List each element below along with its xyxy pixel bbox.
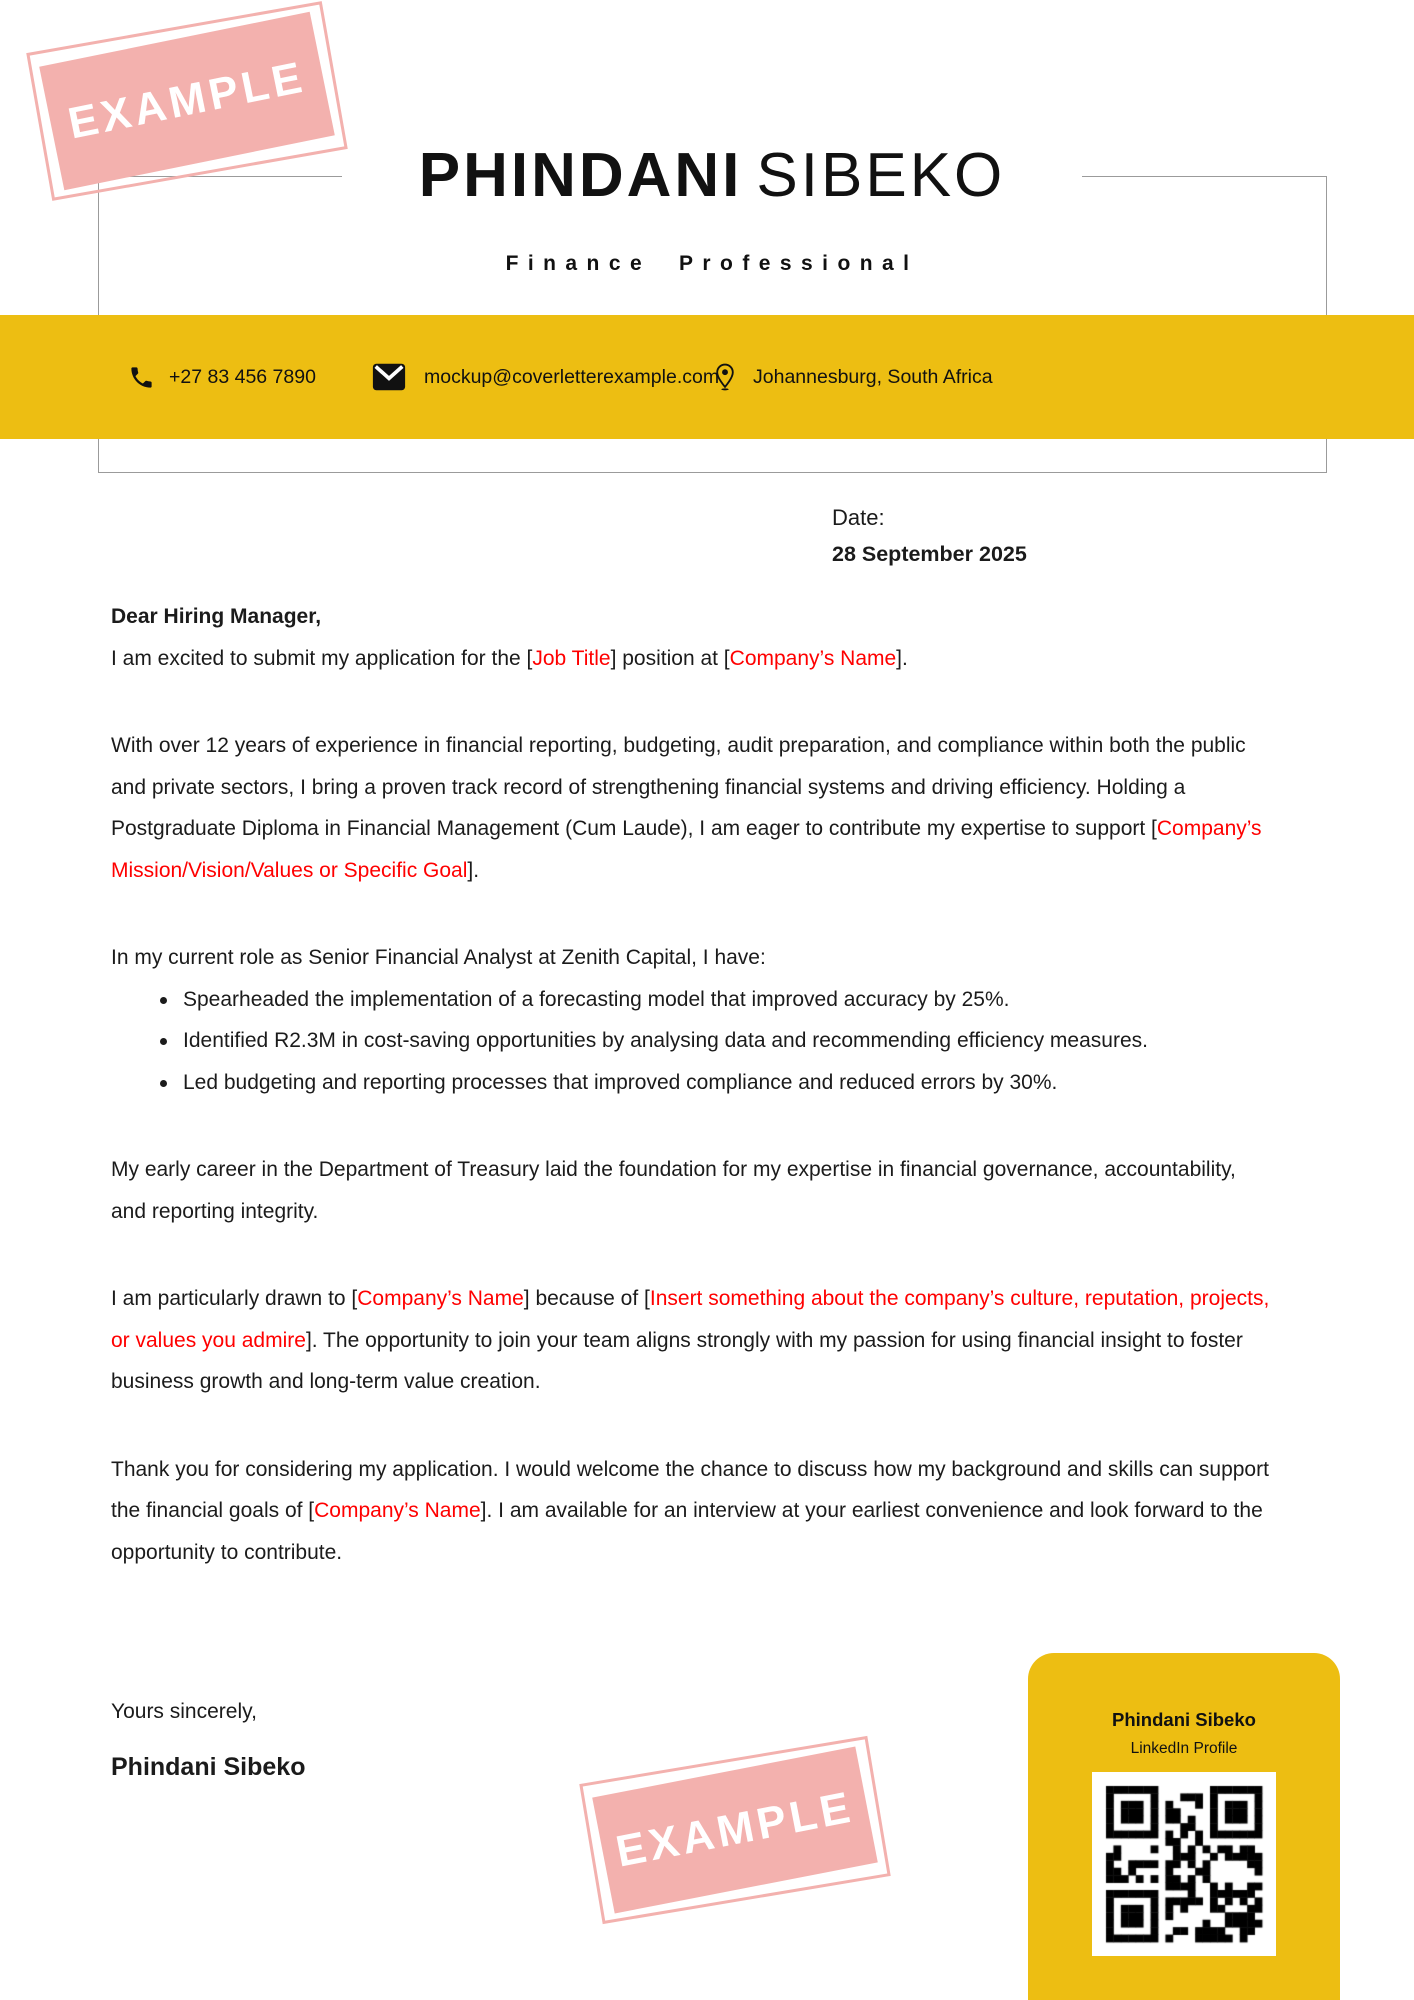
list-item: Identified R2.3M in cost-saving opportunities by analysing data and recommending efficiency measures. <box>111 1020 1271 1062</box>
paragraph-early-career: My early career in the Department of Treasury laid the foundation for my expertise in financial governance, accountability, and reporting integrity. <box>111 1158 1236 1223</box>
location-pin-icon <box>712 361 753 393</box>
letter-body <box>111 500 1271 1787</box>
contact-band <box>0 315 1414 439</box>
location-contact <box>712 315 993 439</box>
email-address: mockup@coverletterexample.com <box>424 365 720 388</box>
card-link-label: LinkedIn Profile <box>1130 1740 1238 1757</box>
list-item: Spearheaded the implementation of a forecasting model that improved accuracy by 25%. <box>111 979 1271 1021</box>
example-stamp-top <box>26 1 347 201</box>
phone-contact <box>128 315 316 439</box>
phone-icon <box>128 364 169 391</box>
envelope-icon <box>372 363 424 391</box>
signature-name: Phindani Sibeko <box>111 1752 306 1781</box>
linkedin-card <box>1028 1653 1340 2000</box>
page-title <box>342 118 1082 208</box>
example-stamp-label: EXAMPLE <box>592 1747 878 1914</box>
date-block <box>832 500 1271 572</box>
paragraph-application: I am excited to submit my application for the [Job Title] position at [Company’s Name]. <box>111 646 908 670</box>
paragraph-thank-you: Thank you for considering my application. I would welcome the chance to discuss how my background and skills can support the financial goals of [Company’s Name]. I am available for an interview at your earliest convenience and look forward to the opportunity to contribute. <box>111 1457 1269 1564</box>
card-name: Phindani Sibeko <box>1112 1709 1256 1730</box>
closing-line: Yours sincerely, <box>111 1700 257 1723</box>
phone-number: +27 83 456 7890 <box>169 365 316 388</box>
first-name: PHINDANI <box>418 141 743 210</box>
email-contact <box>372 315 719 439</box>
qr-code <box>1092 1772 1276 1956</box>
achievement-list <box>111 979 1271 1104</box>
paragraph-current-role: In my current role as Senior Financial Analyst at Zenith Capital, I have: <box>111 946 766 969</box>
example-stamp-label: EXAMPLE <box>39 12 335 190</box>
paragraph-experience: With over 12 years of experience in financial reporting, budgeting, audit preparation, and compliance within both the public and private sectors, I bring a proven track record of strengthening financial systems and driving efficiency. Holding a Postgraduate Diploma in Financial Management (Cum Laude), I am eager to contribute my expertise to support [Company’s Mission/Vision/Values or Specific Goal]. <box>111 734 1262 882</box>
date-value: 28 September 2025 <box>832 542 1027 566</box>
professional-subtitle: Finance Professional <box>505 252 919 275</box>
last-name: SIBEKO <box>756 141 1006 210</box>
location-text: Johannesburg, South Africa <box>753 365 993 388</box>
date-label: Date: <box>832 505 885 530</box>
salutation: Dear Hiring Manager, <box>111 605 322 628</box>
header-name-block <box>342 118 1082 302</box>
list-item: Led budgeting and reporting processes that improved compliance and reduced errors by 30%. <box>111 1062 1271 1104</box>
paragraph-company-interest: I am particularly drawn to [Company’s Name] because of [Insert something about the company’s culture, reputation, projects, or values you admire]. The opportunity to join your team aligns strongly with my passion for using financial insight to foster business growth and long-term value creation. <box>111 1287 1270 1393</box>
qr-code-canvas <box>1092 1772 1276 1956</box>
